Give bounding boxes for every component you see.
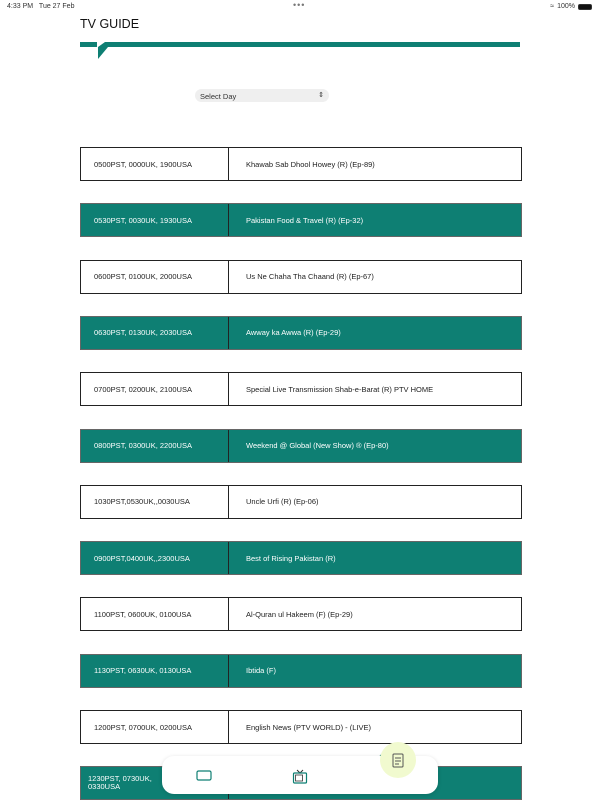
schedule-program: Ibtida (F) [246,666,277,676]
schedule-time: 1030PST,0530UK,,0030USA [94,497,190,507]
page-title: TV GUIDE [80,17,140,31]
schedule-program: Special Live Transmission Shab-e-Barat (R) PTV HOME [246,384,434,394]
tab-guide[interactable] [380,742,416,778]
header-divider-long [108,42,520,47]
document-icon [392,753,404,768]
tv-icon [292,768,308,784]
schedule-program: Al-Quran ul Hakeem (F) (Ep-29) [246,609,353,619]
schedule-program: Pakistan Food & Travel (R) (Ep-32) [246,215,364,225]
schedule-row[interactable] [80,203,522,237]
day-select[interactable]: Select Day ⇕ [195,89,329,102]
schedule-time: 1100PST, 0600UK, 0100USA [94,609,192,619]
schedule-row[interactable] [80,147,522,181]
status-bar [0,0,600,14]
schedule-row[interactable] [80,654,522,688]
status-time: 4:33 PM Tue 27 Feb [7,3,75,10]
schedule-time: 0600PST, 0100UK, 2000USA [94,272,192,282]
wifi-icon: ≈ [550,3,555,10]
battery-level: 100% [557,3,575,10]
tab-tv[interactable] [290,768,310,784]
schedule-program: Weekend @ Global (New Show) ® (Ep-80) [246,441,389,450]
schedule-time: 0700PST, 0200UK, 2100USA [94,384,192,394]
schedule-row[interactable] [80,485,522,519]
schedule-time: 0800PST, 0300UK, 2200USA [94,441,192,450]
tab-live[interactable] [194,768,214,784]
multitasking-dots[interactable]: ••• [293,0,306,10]
schedule-program: English News (PTV WORLD) - (LIVE) [246,722,372,732]
status-right [550,3,592,10]
schedule-program: Khawab Sab Dhool Howey (R) (Ep-89) [246,159,375,169]
schedule-program: Awway ka Awwa (R) (Ep-29) [246,328,341,338]
schedule-row[interactable] [80,429,522,463]
schedule-time: 0630PST, 0130UK, 2030USA [94,328,192,338]
schedule-row[interactable] [80,372,522,406]
screen-icon [196,770,212,782]
schedule-time: 0500PST, 0000UK, 1900USA [94,159,192,169]
schedule-program: Uncle Urfi (R) (Ep-06) [246,497,319,507]
schedule-program: Best of Rising Pakistan (R) [246,553,336,563]
schedule-row[interactable] [80,597,522,631]
schedule-time: 1230PST, 0730UK, 0330USA [88,773,152,792]
chevron-updown-icon: ⇕ [318,92,324,99]
schedule-time: 1200PST, 0700UK, 0200USA [94,722,192,732]
schedule-time: 1130PST, 0630UK, 0130USA [94,666,192,676]
schedule-row[interactable] [80,710,522,744]
schedule-row[interactable] [80,260,522,294]
schedule-row[interactable] [80,541,522,575]
header-divider [80,42,97,47]
schedule-row[interactable] [80,316,522,350]
schedule-program: Us Ne Chaha Tha Chaand (R) (Ep-67) [246,272,374,282]
battery-icon [578,4,592,10]
schedule-time: 0530PST, 0030UK, 1930USA [94,215,192,225]
schedule-time: 0900PST,0400UK,,2300USA [94,553,190,563]
